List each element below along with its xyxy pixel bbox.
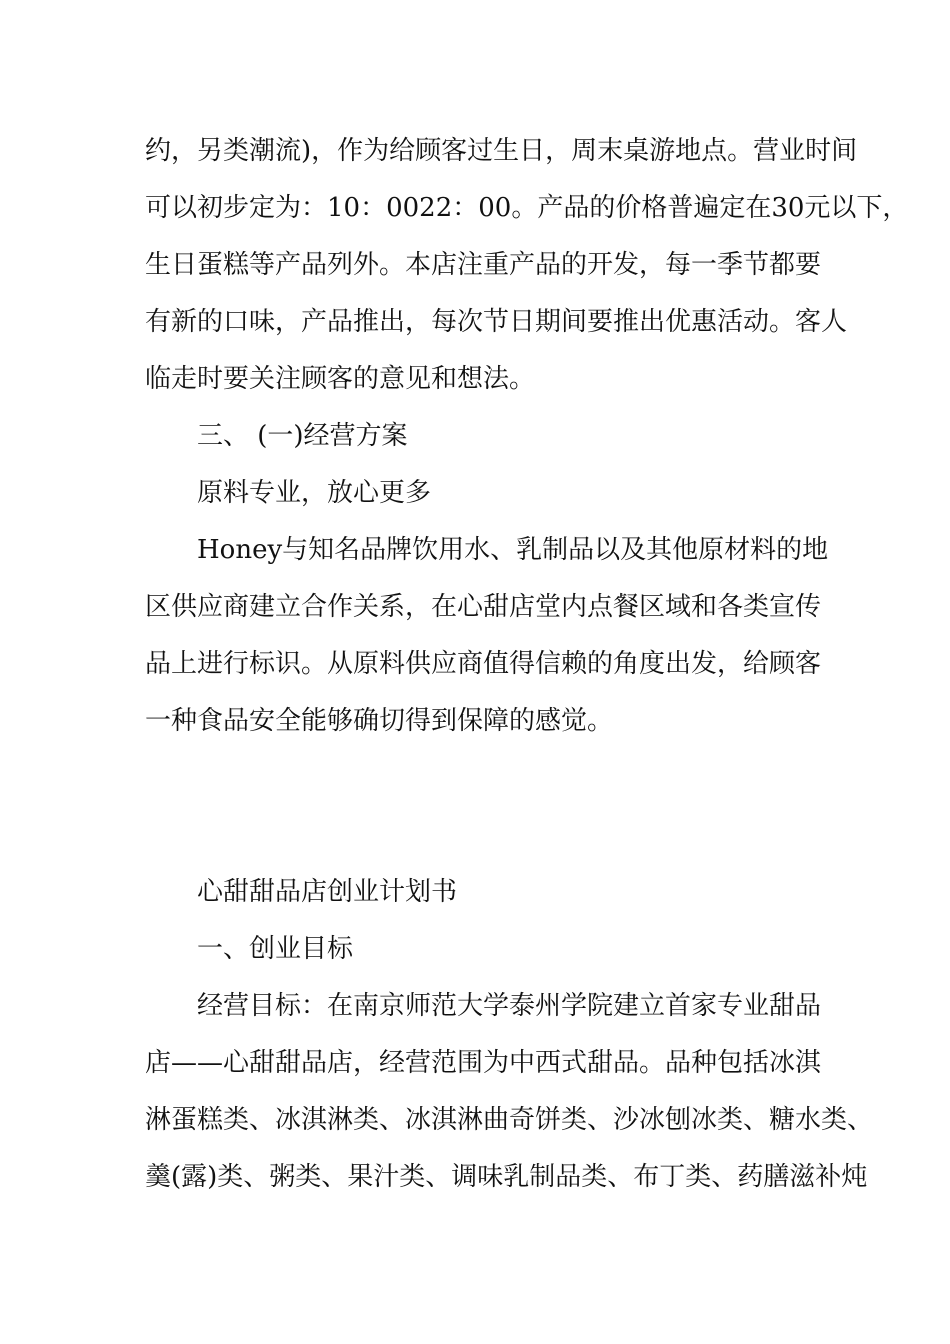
text-line: 临走时要关注顾客的意见和想法。 <box>145 364 536 394</box>
text-line: 一种食品安全能够确切得到保障的感觉。 <box>145 706 614 736</box>
text-line: 生日蛋糕等产品列外。本店注重产品的开发，每一季节都要 <box>145 250 822 280</box>
paragraph-business-hours <box>145 123 909 408</box>
section-heading: 一、创业目标 <box>197 934 354 964</box>
text-line: 约，另类潮流)，作为给顾客过生日，周末桌游地点。营业时间 <box>145 136 858 166</box>
text-line: 淋蛋糕类、冰淇淋类、冰淇淋曲奇饼类、沙冰刨冰类、糖水类、 <box>145 1105 874 1135</box>
section-heading: 三、 (一)经营方案 <box>197 421 408 451</box>
document-title: 心甜甜品店创业计划书 <box>197 877 458 907</box>
text-line: 羹(露)类、粥类、果汁类、调味乳制品类、布丁类、药膳滋补炖 <box>145 1162 868 1192</box>
section-business-plan <box>145 864 874 1206</box>
text-line: 可以初步定为：10：0022：00。产品的价格普遍定在30元以下， <box>145 193 909 223</box>
text-line: 店——心甜甜品店，经营范围为中西式甜品。品种包括冰淇 <box>145 1048 822 1078</box>
text-line: 经营目标：在南京师范大学泰州学院建立首家专业甜品 <box>197 991 822 1021</box>
text-line: 有新的口味，产品推出，每次节日期间要推出优惠活动。客人 <box>145 307 848 337</box>
text-line: Honey与知名品牌饮用水、乳制品以及其他原材料的地 <box>197 535 829 565</box>
subheading: 原料专业，放心更多 <box>197 478 432 508</box>
text-line: 品上进行标识。从原料供应商值得信赖的角度出发，给顾客 <box>145 649 822 679</box>
section-operating-plan <box>145 408 829 750</box>
text-line: 区供应商建立合作关系，在心甜店堂内点餐区域和各类宣传 <box>145 592 822 622</box>
